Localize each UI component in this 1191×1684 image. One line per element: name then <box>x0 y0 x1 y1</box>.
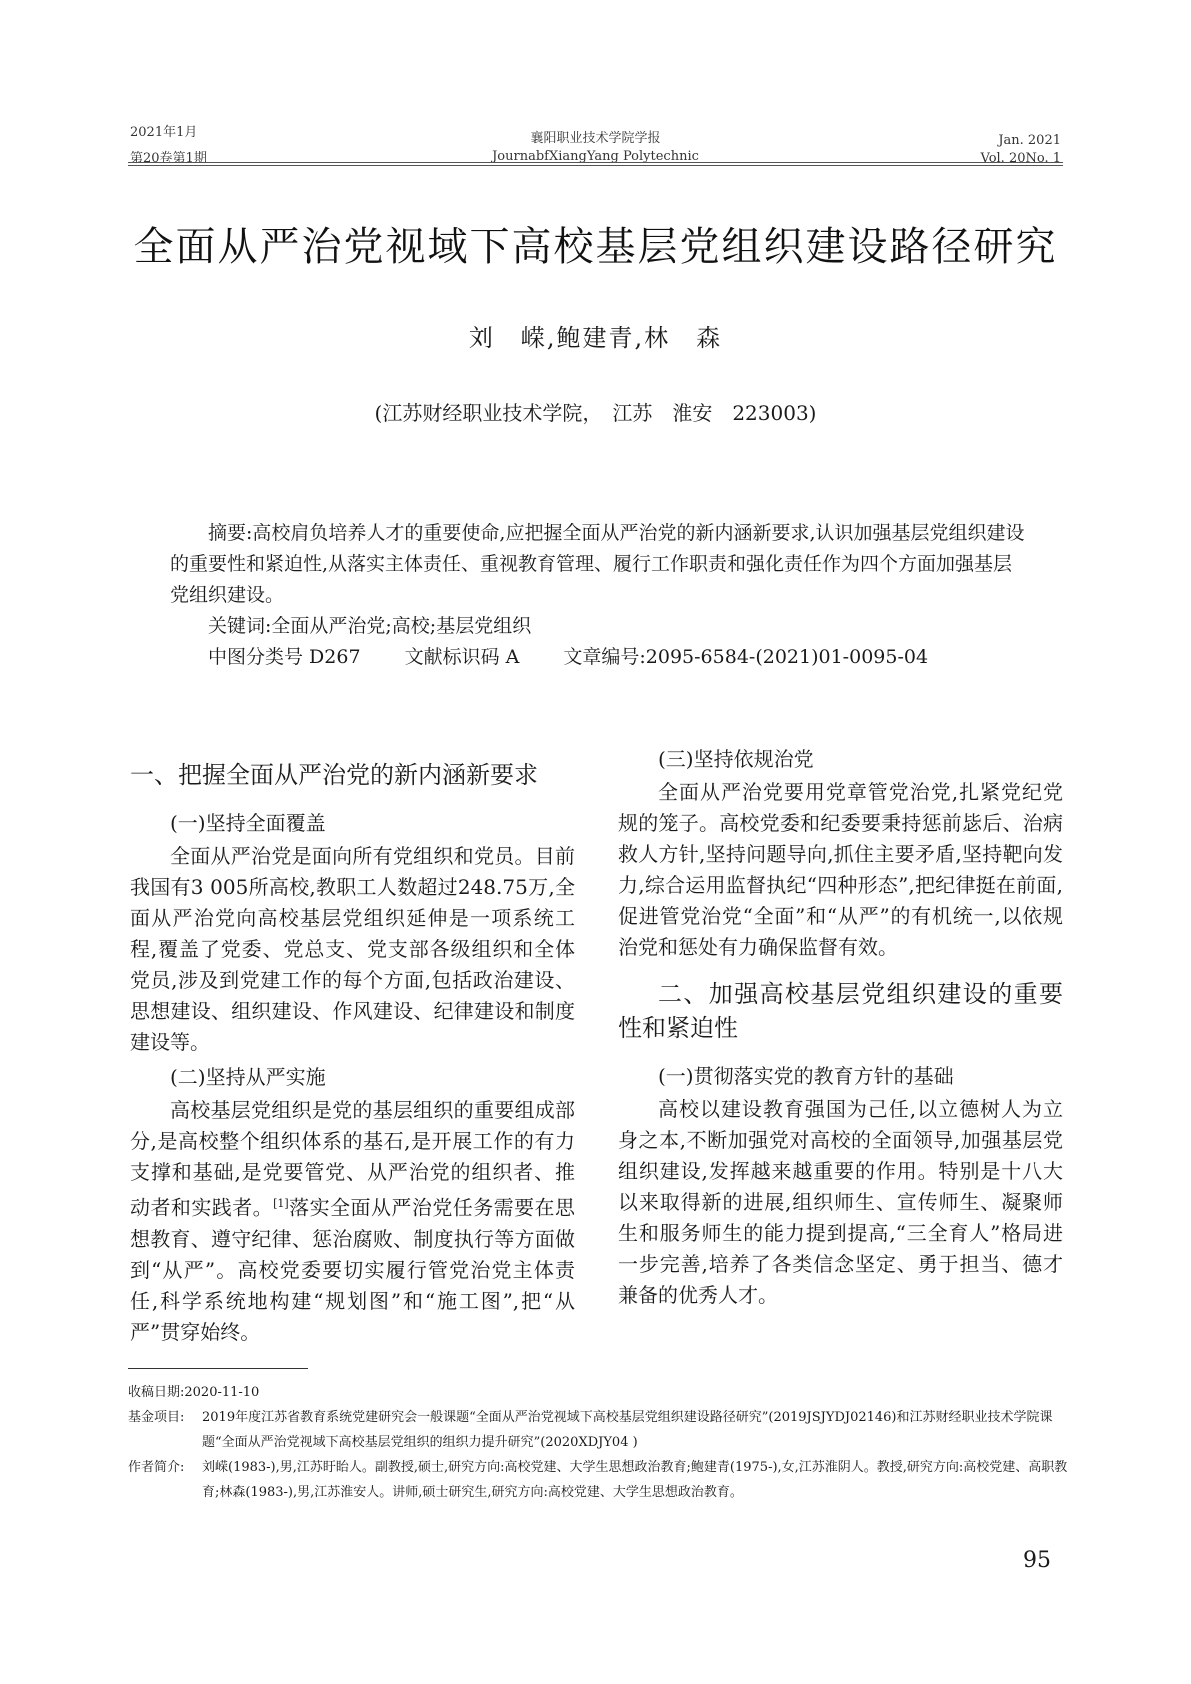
abstract-text: 摘要:高校肩负培养人才的重要使命,应把握全面从严治党的新内涵新要求,认识加强基层党组织建设的重要性和紧迫性,从落实主体责任、重视教育管理、履行工作职责和强化责任作为四个方面加强基层党组织建设。 <box>170 522 1025 606</box>
footnote-rule <box>128 1368 308 1369</box>
citation-ref: [1] <box>273 1197 289 1210</box>
author-text: 刘嵘(1983-),男,江苏盱眙人。副教授,硕士,研究方向:高校党建、大学生思想政治教育;鲍建青(1975-),女,江苏淮阴人。教授,研究方向:高校党建、高职教育;林森(1983-),男,江苏淮安人。讲师,硕士研究生,研究方向:高校党建、大学生思想政治教育。 <box>202 1460 1068 1500</box>
author-list: 刘 嵘,鲍建青,林 森 <box>468 324 723 352</box>
issue-date-en: Jan. 2021 <box>998 133 1061 148</box>
paragraph-2-part-a: 高校基层党组织是党的基层组织的重要组成部分,是高校整个组织体系的基石,是开展工作的有力支撑和基础,是党要管党、从严治党的组织者、推动者和实践者。 <box>130 1098 575 1220</box>
paper-title: 全面从严治党视域下高校基层党组织建设路径研究 <box>133 224 1058 270</box>
subsection-heading-4: (一)贯彻落实党的教育方针的基础 <box>658 1064 954 1088</box>
paragraph-2-part-b: 落实全面从严治党任务需要在思想教育、遵守纪律、惩治腐败、制度执行等方面做到“从严”。高校党委要切实履行管党治党主体责任,科学系统地构建“规划图”和“施工图”,把“从严”贯穿始终。 <box>130 1195 576 1344</box>
body-column-left <box>130 752 575 1348</box>
paragraph-2 <box>130 1095 575 1348</box>
affiliation: (江苏财经职业技术学院， 江苏 淮安 223003) <box>374 401 817 425</box>
author-info <box>128 1455 1068 1505</box>
subsection-heading-1: (一)坚持全面覆盖 <box>170 811 326 835</box>
fund-info <box>128 1405 1068 1455</box>
fund-label: 基金项目: <box>128 1410 185 1425</box>
keywords: 关键词:全面从严治党;高校;基层党组织 <box>208 615 532 637</box>
section-heading-2: 二、加强高校基层党组织建设的重要性和紧迫性 <box>618 980 1063 1042</box>
author-label: 作者简介: <box>128 1460 185 1475</box>
paragraph-1: 全面从严治党是面向所有党组织和党员。目前我国有3 005所高校,教职工人数超过248.75万,全面从严治党向高校基层党组织延伸是一项系统工程,覆盖了党委、党总支、党支部各级组织和全体党员,涉及到党建工作的每个方面,包括政治建设、思想建设、组织建设、作风建设、纪律建设和制度建设等。 <box>130 844 575 1054</box>
header-rule-top <box>128 162 1063 163</box>
volume-issue-en: Vol. 20No. 1 <box>980 151 1061 166</box>
subsection-heading-2: (二)坚持从严实施 <box>170 1065 326 1089</box>
journal-name-en: JournabfXiangYang Polytechnic <box>492 149 699 164</box>
section-heading-1: 一、把握全面从严治党的新内涵新要求 <box>130 761 538 789</box>
page-number: 95 <box>1023 1548 1051 1573</box>
classification-info: 中图分类号 D267 文献标识码 A 文章编号:2095-6584-(2021)01-0095-04 <box>208 646 929 668</box>
header-rule-bottom <box>128 165 1063 166</box>
paragraph-4: 高校以建设教育强国为己任,以立德树人为立身之本,不断加强党对高校的全面领导,加强基层党组织建设,发挥越来越重要的作用。特别是十八大以来取得新的进展,组织师生、宣传师生、凝聚师生和服务师生的能力提到提高,“三全育人”格局进一步完善,培养了各类信念坚定、勇于担当、德才兼备的优秀人才。 <box>618 1097 1063 1307</box>
issue-date: 2021年1月 <box>130 125 198 140</box>
body-column-right <box>618 747 1063 1311</box>
journal-name: 襄阳职业技术学院学报 <box>530 131 661 146</box>
fund-text: 2019年度江苏省教育系统党建研究会一般课题“全面从严治党视域下高校基层党组织建设路径研究”(2019JSJYDJ02146)和江苏财经职业技术学院课题“全面从严治党视域下高校基层党组织的组织力提升研究”(2020XDJY04 ) <box>202 1410 1053 1450</box>
subsection-heading-3: (三)坚持依规治党 <box>658 747 814 771</box>
footnotes <box>128 1380 1068 1505</box>
received-date: 收稿日期:2020-11-10 <box>128 1385 260 1400</box>
abstract-block <box>170 518 1025 673</box>
paragraph-3: 全面从严治党要用党章管党治党,扎紧党纪党规的笼子。高校党委和纪委要秉持惩前毖后、治病救人方针,坚持问题导向,抓住主要矛盾,坚持靶向发力,综合运用监督执纪“四种形态”,把纪律挺在前面,促进管党治党“全面”和“从严”的有机统一,以依规治党和惩处有力确保监督有效。 <box>618 780 1063 959</box>
volume-issue: 第20卷第1期 <box>130 151 207 166</box>
